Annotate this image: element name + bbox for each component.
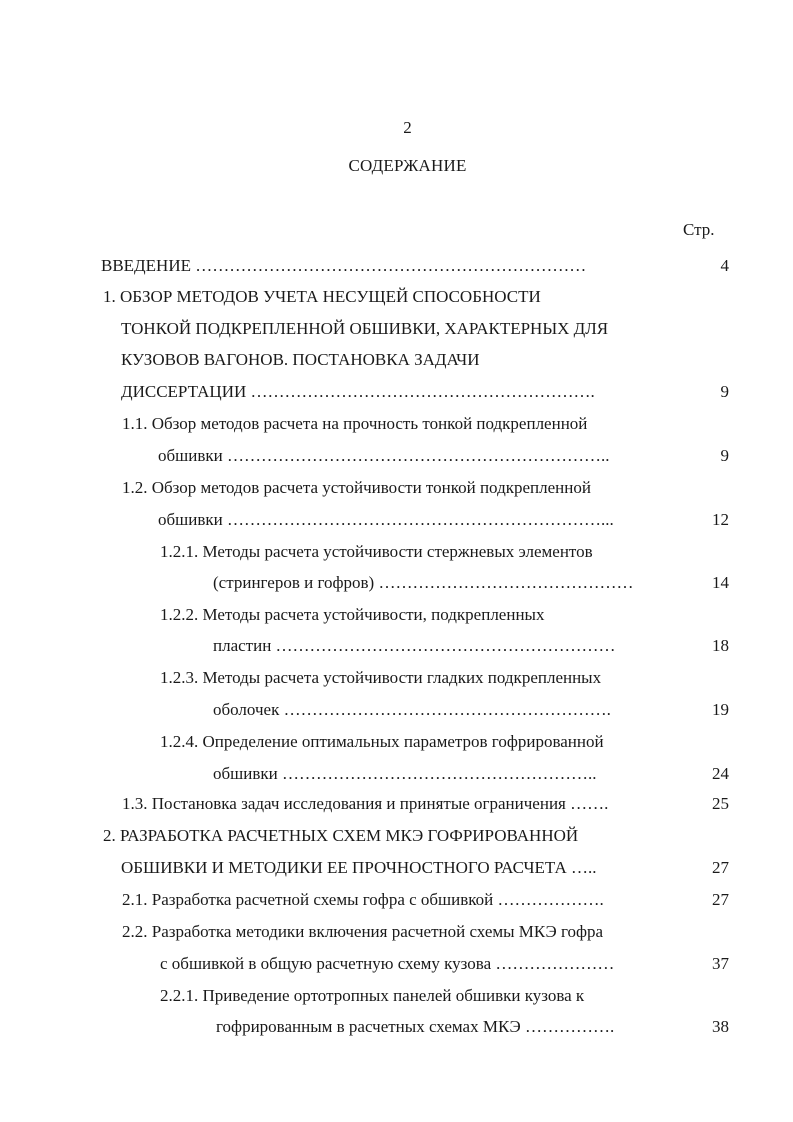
page-column-header: Стр. <box>683 220 715 239</box>
toc-entry-line: обшивки ………………………………………………………….. <box>158 446 610 465</box>
toc-entry-line: пластин …………………………………………………… <box>213 636 616 655</box>
toc-entry-line: ВВЕДЕНИЕ …………………………………………………………… <box>101 256 587 275</box>
toc-entry-line: с обшивкой в общую расчетную схему кузова ………………… <box>160 954 615 973</box>
page-title: СОДЕРЖАНИЕ <box>348 156 467 175</box>
toc-entry-page: 19 <box>712 700 729 719</box>
page-number: 2 <box>403 118 412 137</box>
toc-entry-line: 1.2.4. Определение оптимальных параметров гофрированной <box>160 732 604 751</box>
toc-entry-line: 1. ОБЗОР МЕТОДОВ УЧЕТА НЕСУЩЕЙ СПОСОБНОСТИ <box>103 287 541 306</box>
toc-entry-page: 4 <box>720 256 729 275</box>
toc-entry-line: 1.3. Постановка задач исследования и принятые ограничения ……. <box>122 794 609 813</box>
toc-entry-line: (стрингеров и гофров) ……………………………………… <box>213 573 634 592</box>
toc-entry-line: 2.2.1. Приведение ортотропных панелей обшивки кузова к <box>160 986 585 1005</box>
toc-entry-page: 38 <box>712 1017 729 1036</box>
toc-entry-line: 1.1. Обзор методов расчета на прочность тонкой подкрепленной <box>122 414 588 433</box>
toc-entry-line: 1.2.1. Методы расчета устойчивости стержневых элементов <box>160 542 593 561</box>
toc-entry-page: 14 <box>712 573 729 592</box>
toc-entry-page: 9 <box>720 446 729 465</box>
toc-entry-line: 1.2.2. Методы расчета устойчивости, подкрепленных <box>160 605 545 624</box>
toc-entry-page: 24 <box>712 764 729 783</box>
toc-entry-page: 9 <box>720 382 729 401</box>
toc-entry-page: 12 <box>712 510 729 529</box>
toc-entry-line: обшивки ……………………………………………….. <box>213 764 597 783</box>
toc-entry-line: ДИССЕРТАЦИИ ……………………………………………………. <box>121 382 595 401</box>
toc-entry-line: гофрированным в расчетных схемах МКЭ ……………. <box>216 1017 615 1036</box>
toc-entry-page: 18 <box>712 636 729 655</box>
toc-entry-page: 27 <box>712 890 729 909</box>
toc-entry-line: обшивки …………………………………………………………... <box>158 510 614 529</box>
toc-entry-page: 25 <box>712 794 729 813</box>
toc-entry-line: 1.2. Обзор методов расчета устойчивости тонкой подкрепленной <box>122 478 591 497</box>
toc-entry-line: 2.1. Разработка расчетной схемы гофра с обшивкой ………………. <box>122 890 604 909</box>
toc-entry-line: ТОНКОЙ ПОДКРЕПЛЕННОЙ ОБШИВКИ, ХАРАКТЕРНЫХ ДЛЯ <box>121 319 609 338</box>
toc-entry-page: 37 <box>712 954 729 973</box>
toc-entry-line: 2. РАЗРАБОТКА РАСЧЕТНЫХ СХЕМ МКЭ ГОФРИРОВАННОЙ <box>103 826 579 845</box>
toc-entry-line: ОБШИВКИ И МЕТОДИКИ ЕЕ ПРОЧНОСТНОГО РАСЧЕТА ….. <box>121 858 597 877</box>
toc-entry-line: 2.2. Разработка методики включения расчетной схемы МКЭ гофра <box>122 922 604 941</box>
toc-entry-line: КУЗОВОВ ВАГОНОВ. ПОСТАНОВКА ЗАДАЧИ <box>121 350 480 369</box>
toc-entry-page: 27 <box>712 858 729 877</box>
toc-entry-line: оболочек …………………………………………………. <box>213 700 611 719</box>
toc-entry-line: 1.2.3. Методы расчета устойчивости гладких подкрепленных <box>160 668 602 687</box>
